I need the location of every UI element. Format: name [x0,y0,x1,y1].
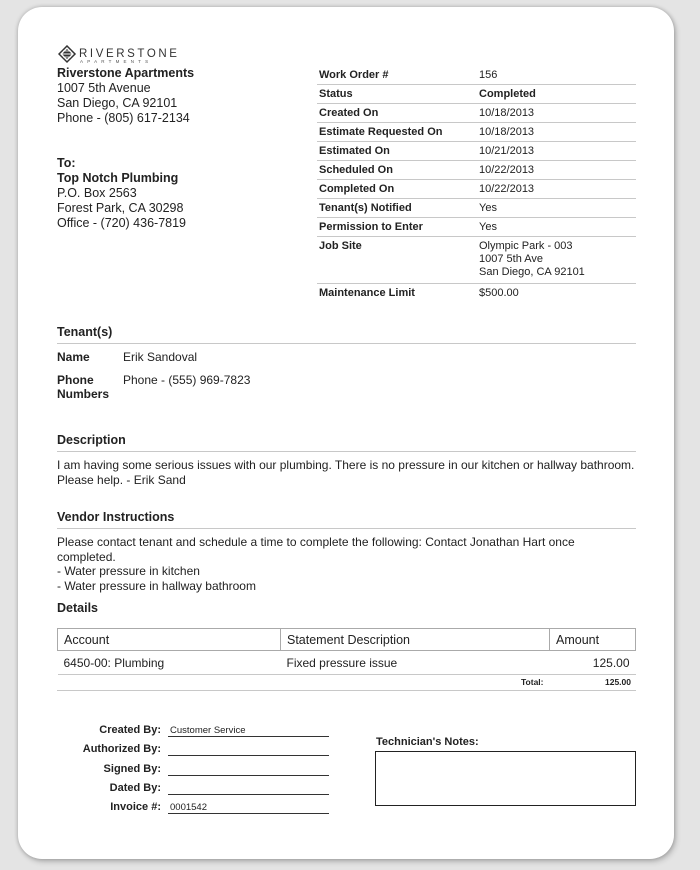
work-order-field-label: Estimated On [317,142,477,161]
maintenance-limit-label: Maintenance Limit [319,287,415,299]
tenant-name-value: Erik Sandoval [123,350,198,364]
details-header-row [58,629,636,651]
work-order-field-label: Scheduled On [317,161,477,180]
invoice-field[interactable]: 0001542 [168,801,329,814]
recipient-address [57,156,186,231]
total-value: 125.00 [605,677,631,687]
work-order-field-value: Yes [477,199,636,218]
work-order-field-label: Tenant(s) Notified [317,199,477,218]
job-site-label: Job Site [317,237,477,284]
work-order-field-value: 10/22/2013 [477,161,636,180]
sender-city: San Diego, CA 92101 [57,96,178,110]
recipient-city: Forest Park, CA 30298 [57,201,184,215]
riverstone-logo [58,45,188,65]
recipient-phone: Office - (720) 436-7819 [57,216,187,230]
work-order-field-value: 156 [477,66,636,85]
table-row [317,66,636,85]
sender-address [57,66,194,126]
work-order-field-value: 10/18/2013 [477,104,636,123]
row-account: 6450-00: Plumbing [58,651,281,675]
tenant-name-label: Name [57,350,90,364]
description-line2: Please help. - Erik Sand [57,472,186,487]
work-order-field-label: Permission to Enter [317,218,477,237]
recipient-name: Top Notch Plumbing [57,171,179,185]
work-order-field-label: Estimate Requested On [317,123,477,142]
description-line1: I am having some serious issues with our plumbing. There is no pressure in our kitchen or hallway bathroom. [57,458,635,472]
description-text [57,458,636,487]
authorized-by-field[interactable] [168,743,329,756]
row-amount: 125.00 [550,651,636,675]
job-site-line2: 1007 5th Ave [479,253,544,265]
tenant-phone-label-1: Phone [57,373,94,387]
work-order-field-value: 10/21/2013 [477,142,636,161]
table-row [58,651,636,675]
dated-by-field[interactable] [168,782,329,795]
logo-sub-text: APARTMENTS [80,59,153,64]
signed-by-field[interactable] [168,763,329,776]
sender-name: Riverstone Apartments [57,66,195,80]
recipient-street: P.O. Box 2563 [57,186,137,200]
work-order-field-label: Status [317,85,477,104]
details-heading: Details [57,601,98,615]
col-amount: Amount [550,629,636,651]
tenant-phone-value: Phone - (555) 969-7823 [123,373,251,387]
logo-brand-text: RIVERSTONE [79,48,180,60]
job-site-line3: San Diego, CA 92101 [479,266,585,278]
table-row [317,161,636,180]
job-site-value [477,237,636,284]
work-order-field-label: Created On [317,104,477,123]
vendor-line2: - Water pressure in kitchen [57,564,200,578]
table-row [317,123,636,142]
table-row [317,180,636,199]
col-account: Account [58,629,281,651]
maintenance-limit-row [317,284,636,303]
row-description: Fixed pressure issue [281,651,550,675]
tenant-phone-label [57,373,109,401]
technician-notes-box[interactable] [375,751,636,806]
table-row [317,199,636,218]
vendor-line1: Please contact tenant and schedule a time to complete the following: Contact Jonathan Hart once completed. [57,535,575,564]
work-order-field-label: Work Order # [317,66,477,85]
job-site-line1: Olympic Park - 003 [479,240,573,252]
sender-street: 1007 5th Avenue [57,81,151,95]
vendor-line3: - Water pressure in hallway bathroom [57,578,256,593]
sender-phone: Phone - (805) 617-2134 [57,111,190,125]
work-order-field-value: Yes [477,218,636,237]
job-site-row [317,237,636,284]
details-table [57,628,636,675]
table-row [317,104,636,123]
to-label: To: [57,156,76,170]
work-order-table [317,66,636,302]
work-order-field-value: Completed [477,85,636,104]
total-label: Total: [521,677,544,687]
vendor-instructions-text [57,535,636,593]
col-statement-description: Statement Description [281,629,550,651]
tenants-heading: Tenant(s) [57,325,636,344]
work-order-field-label: Completed On [317,180,477,199]
created-by-field[interactable]: Customer Service [168,724,329,737]
table-row [317,142,636,161]
maintenance-limit-value: $500.00 [479,287,519,299]
work-order-field-value: 10/22/2013 [477,180,636,199]
vendor-instructions-heading: Vendor Instructions [57,510,636,529]
technician-notes-label: Technician's Notes: [376,736,479,748]
total-row [57,674,636,691]
tenant-phone-label-2: Numbers [57,387,110,401]
table-row [317,218,636,237]
description-heading: Description [57,433,636,452]
table-row [317,85,636,104]
work-order-field-value: 10/18/2013 [477,123,636,142]
